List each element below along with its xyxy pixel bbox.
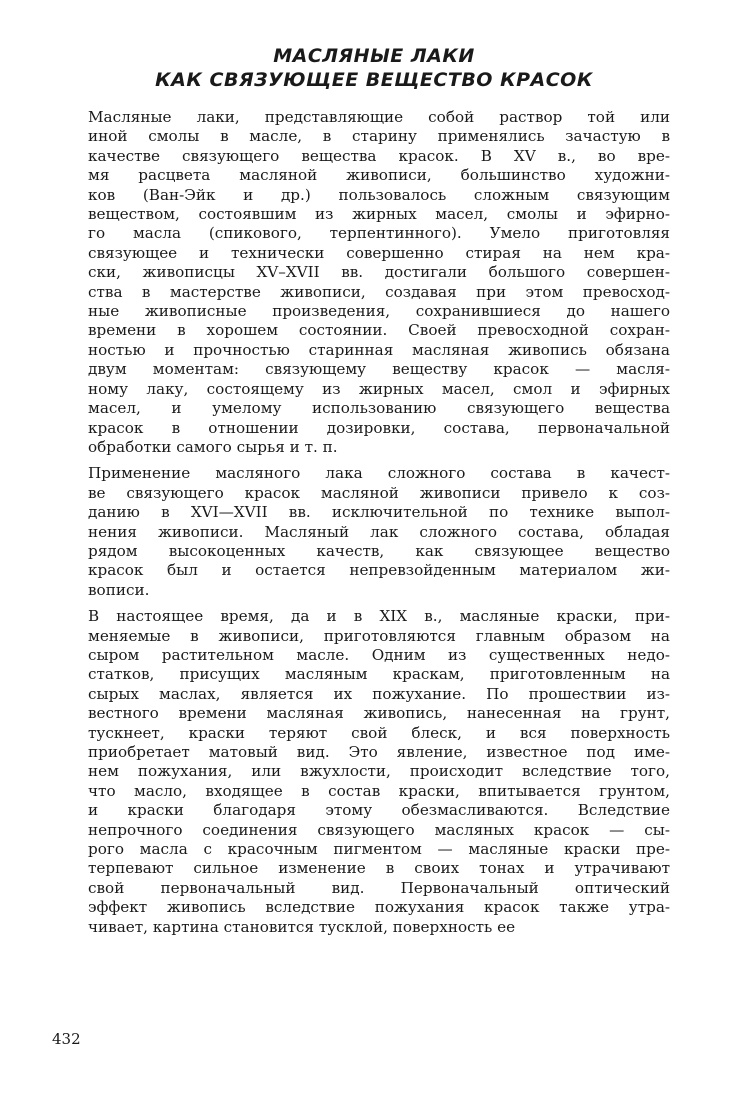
text-line: непрочного соединения связующего масляных красок — сы- xyxy=(88,820,670,839)
text-line: масел, и умелому использованию связующего вещества xyxy=(88,399,670,418)
text-line: ски, живописцы XV–XVII вв. достигали большого совершен- xyxy=(88,263,670,282)
text-line: Применение масляного лака сложного состава в качест- xyxy=(88,464,670,483)
text-line: эффект живопись вследствие пожухания красок также утра- xyxy=(88,898,670,917)
title-line-2: КАК СВЯЗУЮЩЕЕ ВЕЩЕСТВО КРАСОК xyxy=(155,69,593,91)
text-line: ному лаку, состоящему из жирных масел, смол и эфирных xyxy=(88,379,670,398)
text-line: тускнеет, краски теряют свой блеск, и вся поверхность xyxy=(88,723,670,742)
page-number: 432 xyxy=(52,1030,81,1048)
text-line: времени в хорошем состоянии. Своей превосходной сохран- xyxy=(88,321,670,340)
paragraph-2 xyxy=(78,464,670,600)
text-line: красок был и остается непревзойденным материалом жи- xyxy=(88,561,670,580)
text-line: нем пожухания, или вжухлости, происходит вследствие того, xyxy=(88,762,670,781)
text-line: го масла (спикового, терпентинного). Умело приготовляя xyxy=(88,224,670,243)
text-line: красок в отношении дозировки, состава, первоначальной xyxy=(88,418,670,437)
text-line: рядом высокоценных качеств, как связующее вещество xyxy=(88,541,670,560)
text-line: иной смолы в масле, в старину применялись зачастую в xyxy=(88,127,670,146)
text-line: ве связующего красок масляной живописи привело к соз- xyxy=(88,483,670,502)
paragraph-3 xyxy=(78,607,670,937)
text-line: чивает, картина становится тусклой, поверхность ее xyxy=(88,917,516,936)
text-line: нения живописи. Масляный лак сложного состава, обладая xyxy=(88,522,670,541)
text-line: приобретает матовый вид. Это явление, известное под име- xyxy=(88,743,670,761)
text-line: вестного времени масляная живопись, нанесенная на грунт, xyxy=(88,704,670,723)
text-line: ков (Ван-Эйк и др.) пользовалось сложным связующим xyxy=(88,185,670,204)
text-line: ные живописные произведения, сохранившиеся до нашего xyxy=(88,302,670,321)
text-line: и краски благодаря этому обезмасливаются. Вследствие xyxy=(88,801,670,820)
text-line: сыром растительном масле. Одним из существенных недо- xyxy=(88,645,670,664)
text-line: статков, присущих масляным краскам, приготовленным на xyxy=(88,665,670,684)
text-line: обработки самого сырья и т. п. xyxy=(88,437,338,456)
text-line: ностью и прочностью старинная масляная живопись обязана xyxy=(88,340,670,359)
text-line: рого масла с красочным пигментом — масляные краски пре- xyxy=(88,840,670,859)
text-line: сырых маслах, является их пожухание. По прошествии из- xyxy=(88,684,670,703)
title-line-1: МАСЛЯНЫЕ ЛАКИ xyxy=(273,45,475,67)
text-line: вописи. xyxy=(88,580,150,599)
paragraph-1 xyxy=(78,108,670,457)
page xyxy=(78,44,670,944)
text-line: меняемые в живописи, приготовляются главным образом на xyxy=(88,626,670,645)
text-line: Масляные лаки, представляющие собой раствор той или xyxy=(88,108,670,126)
text-line: двум моментам: связующему веществу красок — масля- xyxy=(88,360,670,379)
body-text xyxy=(78,108,670,937)
article-title xyxy=(78,44,670,92)
text-line: что масло, входящее в состав краски, впитывается грунтом, xyxy=(88,781,670,800)
text-line: качестве связующего вещества красок. В XV в., во вре- xyxy=(88,146,670,165)
text-line: связующее и технически совершенно стирая на нем кра- xyxy=(88,243,670,262)
text-line: веществом, состоявшим из жирных масел, смолы и эфирно- xyxy=(88,205,670,224)
text-line: В настоящее время, да и в XIX в., масляные краски, при- xyxy=(88,607,670,626)
text-line: мя расцвета масляной живописи, большинство художни- xyxy=(88,166,670,185)
text-line: свой первоначальный вид. Первоначальный оптический xyxy=(88,878,670,897)
text-line: терпевают сильное изменение в своих тонах и утрачивают xyxy=(88,859,670,878)
text-line: данию в XVI—XVII вв. исключительной по технике выпол- xyxy=(88,503,670,522)
text-line: ства в мастерстве живописи, создавая при этом превосход- xyxy=(88,282,670,301)
